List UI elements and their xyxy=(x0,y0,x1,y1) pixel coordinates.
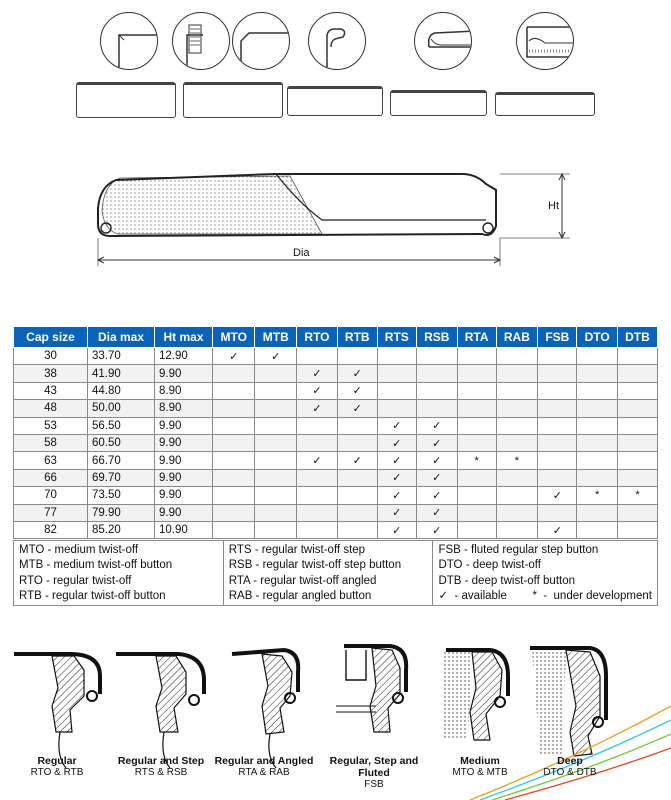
profile-title: Regular and Angled xyxy=(214,755,314,767)
cell-availability xyxy=(577,521,618,538)
cell-availability xyxy=(297,417,338,434)
cell-availability xyxy=(457,487,496,504)
cell-availability: ✓ xyxy=(416,487,457,504)
cap-side-view-regular xyxy=(76,82,176,118)
cell-availability xyxy=(337,348,377,365)
detail-circle-fluted xyxy=(308,12,366,70)
cell-availability: ✓ xyxy=(377,452,416,469)
cell-availability xyxy=(538,504,577,521)
cell-availability xyxy=(538,417,577,434)
cell-ht-max: 8.90 xyxy=(155,382,213,399)
cell-availability xyxy=(538,348,577,365)
cell-availability: ✓ xyxy=(416,452,457,469)
cell-availability xyxy=(255,452,297,469)
cell-availability xyxy=(255,521,297,538)
cell-availability xyxy=(213,521,255,538)
cell-availability xyxy=(377,382,416,399)
cell-availability xyxy=(617,521,657,538)
cell-availability xyxy=(457,348,496,365)
profile-angled xyxy=(232,650,298,768)
cell-availability xyxy=(457,469,496,486)
cell-availability xyxy=(496,434,538,451)
cell-availability xyxy=(377,400,416,417)
table-row xyxy=(14,348,658,365)
cell-availability xyxy=(496,400,538,417)
cell-availability xyxy=(416,348,457,365)
cell-cap-size: 63 xyxy=(14,452,88,469)
cell-availability xyxy=(337,487,377,504)
cell-availability xyxy=(496,417,538,434)
cell-availability xyxy=(617,469,657,486)
cell-availability xyxy=(457,521,496,538)
cell-availability xyxy=(255,400,297,417)
cell-ht-max: 9.90 xyxy=(155,434,213,451)
cell-cap-size: 82 xyxy=(14,521,88,538)
cell-availability xyxy=(617,365,657,382)
detail-circle-step xyxy=(172,12,230,70)
table-row xyxy=(14,417,658,434)
legend-item: RTB - regular twist-off button xyxy=(19,589,166,602)
cell-availability xyxy=(297,521,338,538)
cell-cap-size: 77 xyxy=(14,504,88,521)
cell-availability xyxy=(538,469,577,486)
cell-availability xyxy=(496,487,538,504)
cell-dia-max: 69.70 xyxy=(88,469,155,486)
header-dto: DTO xyxy=(577,327,618,348)
legend-item: RSB - regular twist-off step button xyxy=(228,559,402,572)
table-row xyxy=(14,382,658,399)
cell-availability: ✓ xyxy=(377,504,416,521)
cell-availability xyxy=(577,400,618,417)
cell-availability xyxy=(337,504,377,521)
cell-availability: ✓ xyxy=(377,487,416,504)
legend-item: DTB - deep twist-off button xyxy=(438,574,576,587)
header-mto: MTO xyxy=(213,327,255,348)
header-fsb: FSB xyxy=(538,327,577,348)
header-rto: RTO xyxy=(297,327,338,348)
cap-cross-section-drawing xyxy=(90,160,590,272)
profile-label-regular xyxy=(10,755,104,779)
profile-step xyxy=(116,654,204,768)
cell-availability xyxy=(297,504,338,521)
cell-availability: ✓ xyxy=(337,400,377,417)
legend-item: DTO - deep twist-off xyxy=(438,559,541,572)
cell-availability xyxy=(213,400,255,417)
cell-availability xyxy=(496,382,538,399)
cell-availability: ✓ xyxy=(416,417,457,434)
cell-dia-max: 85.20 xyxy=(88,521,155,538)
height-dimension-label: Ht xyxy=(548,200,559,212)
profile-label-deep xyxy=(530,755,610,779)
cell-availability xyxy=(457,504,496,521)
cell-availability xyxy=(297,348,338,365)
cell-availability xyxy=(297,487,338,504)
cell-availability: ✓ xyxy=(416,521,457,538)
cell-availability: ✓ xyxy=(377,417,416,434)
profile-label-fluted xyxy=(314,755,434,791)
cell-availability xyxy=(297,434,338,451)
profile-title: Deep xyxy=(557,755,583,767)
table-row xyxy=(14,400,658,417)
legend-item: FSB - fluted regular step button xyxy=(438,544,599,556)
profile-codes: RTO & RTB xyxy=(30,767,84,778)
legend-item: RAB - regular angled button xyxy=(228,589,372,602)
cell-availability xyxy=(577,434,618,451)
cell-ht-max: 9.90 xyxy=(155,504,213,521)
cell-availability xyxy=(617,400,657,417)
cell-availability xyxy=(213,434,255,451)
cell-availability: ✓ xyxy=(297,365,338,382)
cell-availability xyxy=(416,400,457,417)
cell-availability xyxy=(617,417,657,434)
cell-availability xyxy=(337,469,377,486)
cell-availability: * xyxy=(496,452,538,469)
cell-availability xyxy=(617,434,657,451)
cell-availability xyxy=(538,452,577,469)
cap-side-view-step xyxy=(183,82,283,118)
header-rta: RTA xyxy=(457,327,496,348)
cell-availability xyxy=(416,365,457,382)
cell-dia-max: 44.80 xyxy=(88,382,155,399)
cell-availability xyxy=(496,348,538,365)
cell-availability: * xyxy=(617,487,657,504)
cell-availability xyxy=(617,382,657,399)
cell-ht-max: 9.90 xyxy=(155,365,213,382)
cell-availability xyxy=(496,469,538,486)
table-body xyxy=(14,348,658,539)
cell-availability: ✓ xyxy=(297,452,338,469)
table-row xyxy=(14,504,658,521)
table-row xyxy=(14,521,658,538)
cell-availability xyxy=(538,400,577,417)
cell-availability: ✓ xyxy=(337,452,377,469)
header-rtb: RTB xyxy=(337,327,377,348)
cell-availability xyxy=(213,469,255,486)
cell-availability xyxy=(457,434,496,451)
cell-availability xyxy=(496,504,538,521)
header-dtb: DTB xyxy=(617,327,657,348)
cell-dia-max: 50.00 xyxy=(88,400,155,417)
header-cap-size: Cap size xyxy=(14,327,88,348)
cell-availability: ✓ xyxy=(213,348,255,365)
cell-dia-max: 73.50 xyxy=(88,487,155,504)
cap-side-view-angled xyxy=(287,86,383,116)
cell-availability xyxy=(496,365,538,382)
cell-cap-size: 43 xyxy=(14,382,88,399)
cell-availability xyxy=(337,417,377,434)
header-ht-max: Ht max xyxy=(155,327,213,348)
legend-column-1 xyxy=(14,541,223,605)
cell-ht-max: 9.90 xyxy=(155,487,213,504)
profile-deep xyxy=(530,648,606,756)
cell-availability: ✓ xyxy=(538,487,577,504)
cell-availability xyxy=(297,469,338,486)
profile-fluted xyxy=(336,646,406,732)
cell-ht-max: 9.90 xyxy=(155,417,213,434)
header-dia-max: Dia max xyxy=(88,327,155,348)
cell-availability: ✓ xyxy=(297,382,338,399)
profile-codes: RTS & RSB xyxy=(134,767,188,778)
cell-availability: ✓ xyxy=(377,469,416,486)
legend-item: RTA - regular twist-off angled xyxy=(228,574,377,587)
table-row xyxy=(14,452,658,469)
cell-availability xyxy=(577,417,618,434)
cell-availability xyxy=(577,504,618,521)
cell-availability: * xyxy=(457,452,496,469)
cell-cap-size: 38 xyxy=(14,365,88,382)
cell-availability: ✓ xyxy=(416,434,457,451)
cell-availability: ✓ xyxy=(416,504,457,521)
cell-availability xyxy=(538,365,577,382)
abbreviation-legend xyxy=(13,540,658,606)
cell-ht-max: 12.90 xyxy=(155,348,213,365)
cap-spec-table xyxy=(13,326,658,539)
legend-item: RTS - regular twist-off step xyxy=(228,544,366,556)
cell-availability xyxy=(255,434,297,451)
detail-circle-medium xyxy=(414,12,472,70)
cell-availability xyxy=(457,400,496,417)
cell-availability xyxy=(337,521,377,538)
header-rsb: RSB xyxy=(416,327,457,348)
cell-availability xyxy=(496,521,538,538)
cell-availability: ✓ xyxy=(377,521,416,538)
cell-availability xyxy=(213,487,255,504)
cell-availability xyxy=(255,417,297,434)
cell-availability xyxy=(377,365,416,382)
cell-dia-max: 60.50 xyxy=(88,434,155,451)
cell-availability xyxy=(213,417,255,434)
profile-codes: DTO & DTB xyxy=(543,767,597,778)
cell-cap-size: 58 xyxy=(14,434,88,451)
cell-dia-max: 79.90 xyxy=(88,504,155,521)
header-mtb: MTB xyxy=(255,327,297,348)
profile-regular xyxy=(14,654,100,768)
profile-title: Regular, Step and Fluted xyxy=(329,755,419,779)
cell-availability xyxy=(538,382,577,399)
detail-circle-deep xyxy=(516,12,574,70)
cell-ht-max: 10.90 xyxy=(155,521,213,538)
cell-availability: ✓ xyxy=(538,521,577,538)
cell-availability xyxy=(213,365,255,382)
cell-availability xyxy=(617,504,657,521)
profile-label-step xyxy=(114,755,208,779)
cell-cap-size: 70 xyxy=(14,487,88,504)
cell-availability xyxy=(577,382,618,399)
diameter-dimension-label: Dia xyxy=(293,247,310,259)
cell-availability: ✓ xyxy=(255,348,297,365)
profile-title: Regular and Step xyxy=(117,755,205,767)
cell-dia-max: 56.50 xyxy=(88,417,155,434)
cell-ht-max: 9.90 xyxy=(155,452,213,469)
cell-availability xyxy=(457,365,496,382)
cell-availability xyxy=(255,504,297,521)
cell-availability: ✓ xyxy=(337,365,377,382)
cell-availability xyxy=(213,504,255,521)
cell-availability xyxy=(457,417,496,434)
cell-availability xyxy=(255,365,297,382)
profile-codes: RTA & RAB xyxy=(238,767,290,778)
profile-title: Medium xyxy=(460,755,500,767)
header-rab: RAB xyxy=(496,327,538,348)
cell-availability xyxy=(255,382,297,399)
legend-column-2 xyxy=(223,541,433,605)
profile-label-medium xyxy=(440,755,520,779)
table-header-row xyxy=(14,327,658,348)
cell-availability xyxy=(577,365,618,382)
cap-side-view-fluted xyxy=(390,90,487,116)
cap-side-view-deep xyxy=(495,92,595,116)
profile-title: Regular xyxy=(37,755,77,767)
legend-item: ✓ - available * - under development xyxy=(438,589,652,602)
cell-availability xyxy=(255,469,297,486)
table-row xyxy=(14,434,658,451)
cell-availability xyxy=(377,348,416,365)
cell-availability xyxy=(255,487,297,504)
cell-ht-max: 8.90 xyxy=(155,400,213,417)
cell-availability xyxy=(617,348,657,365)
cell-availability xyxy=(577,469,618,486)
cell-availability: ✓ xyxy=(377,434,416,451)
table-row xyxy=(14,487,658,504)
legend-item: RTO - regular twist-off xyxy=(19,574,132,587)
table-row xyxy=(14,365,658,382)
cell-availability: ✓ xyxy=(416,469,457,486)
cell-cap-size: 53 xyxy=(14,417,88,434)
profile-codes: FSB xyxy=(364,779,384,790)
decorative-swoosh xyxy=(470,706,671,800)
cell-availability: ✓ xyxy=(337,382,377,399)
cell-availability xyxy=(337,434,377,451)
cell-availability: ✓ xyxy=(297,400,338,417)
header-rts: RTS xyxy=(377,327,416,348)
cell-cap-size: 30 xyxy=(14,348,88,365)
legend-item: MTO - medium twist-off xyxy=(19,544,139,556)
cell-availability xyxy=(538,434,577,451)
legend-column-3 xyxy=(432,541,657,605)
table-row xyxy=(14,469,658,486)
profile-codes: MTO & MTB xyxy=(452,767,508,778)
profile-label-angled xyxy=(214,755,314,779)
detail-circle-angled xyxy=(232,12,290,70)
cell-availability xyxy=(457,382,496,399)
detail-circle-regular xyxy=(100,12,158,70)
cell-availability xyxy=(213,452,255,469)
cell-availability xyxy=(416,382,457,399)
cell-cap-size: 48 xyxy=(14,400,88,417)
cell-availability xyxy=(617,452,657,469)
cell-dia-max: 41.90 xyxy=(88,365,155,382)
legend-item: MTB - medium twist-off button xyxy=(19,559,173,572)
cell-availability xyxy=(577,452,618,469)
cell-dia-max: 66.70 xyxy=(88,452,155,469)
cell-dia-max: 33.70 xyxy=(88,348,155,365)
cell-availability: * xyxy=(577,487,618,504)
cell-cap-size: 66 xyxy=(14,469,88,486)
cell-availability xyxy=(577,348,618,365)
cell-ht-max: 9.90 xyxy=(155,469,213,486)
profile-medium xyxy=(444,650,508,740)
cell-availability xyxy=(213,382,255,399)
